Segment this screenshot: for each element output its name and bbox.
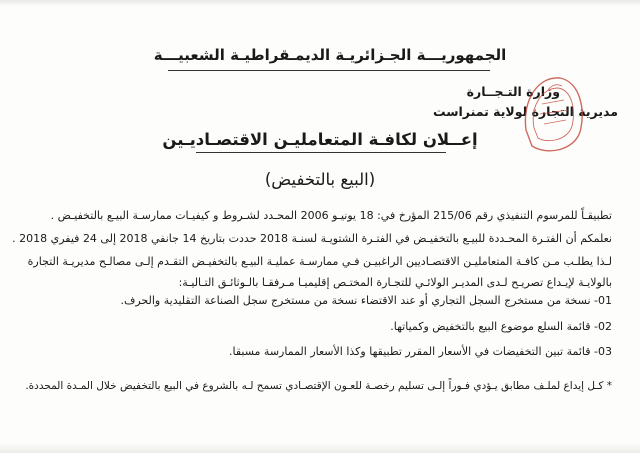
directorate-label: مديرية التجارة لولاية تمنراست [433, 104, 618, 119]
scan-edge-shadow-bottom [0, 443, 640, 453]
required-document-item: 02- قائمة السلع موضوع البيع بالتخفيض وكمياتها. [390, 320, 612, 333]
body-paragraph: نعلمكم أن الفتـرة المحـددة للبيـع بالتخفيـض في الفتـرة الشتويـة لسنـة 2018 حددت بتاريخ 14 جانفي 2018 إلى 24 فيفري 2018 . [12, 232, 612, 245]
body-paragraph: لـذا يطلـب مـن كافـة المتعامليـن الاقتصـاديين الراغبيـن فـي ممارسـة عمليـة البيـع بالتخفيـض التقـدم إلـى مصالـح مديريـة التجارة [27, 255, 612, 268]
scan-edge-shadow [0, 0, 640, 6]
ministry-label: وزارة التـجــارة [466, 84, 560, 99]
announcement-title: إعــلان لكافـة المتعامليـن الاقتصـاديـين [162, 130, 478, 149]
republic-header: الجمهوريـــة الجـزائريـة الديمـقراطيـة الشعبيـــة [153, 46, 507, 64]
official-stamp [518, 70, 588, 160]
required-document-item: 01- نسخة من مستخرج السجل التجاري أو عند الاقتضاء نسخة من مستخرج سجل الصناعة التقليدية والحرف. [120, 294, 612, 307]
body-paragraph: تطبيقـاً للمرسوم التنفيذي رقم 215/06 المؤرخ في: 18 يونيـو 2006 المحـدد لشـروط و كيفيـات ممارسـة البيـع بالتخفيـض . [50, 209, 612, 222]
republic-underline [168, 70, 490, 71]
announcement-subtitle: (البيع بالتخفيض) [264, 170, 376, 189]
required-document-item: 03- قائمة تبين التخفيضات في الأسعار المقرر تطبيقها وكذا الأسعار الممارسة مسبقا. [229, 345, 612, 358]
body-paragraph: بالولايـة لإيـداع تصريـح لـدى المديـر الولائـي للتجـارة المختـص إقليميـا مـرفقـا بالـوثائـق التـاليـة: [178, 276, 612, 289]
announcement-title-underline [196, 152, 446, 153]
footnote: * كـل إيداع لملـف مطابق يـؤدي فـوراً إلـى تسليم رخصـة للعـون الإقتصـادي تسمح لـه بالشروع في البيع بالتخفيض خلال المـدة المحددة. [25, 380, 612, 392]
